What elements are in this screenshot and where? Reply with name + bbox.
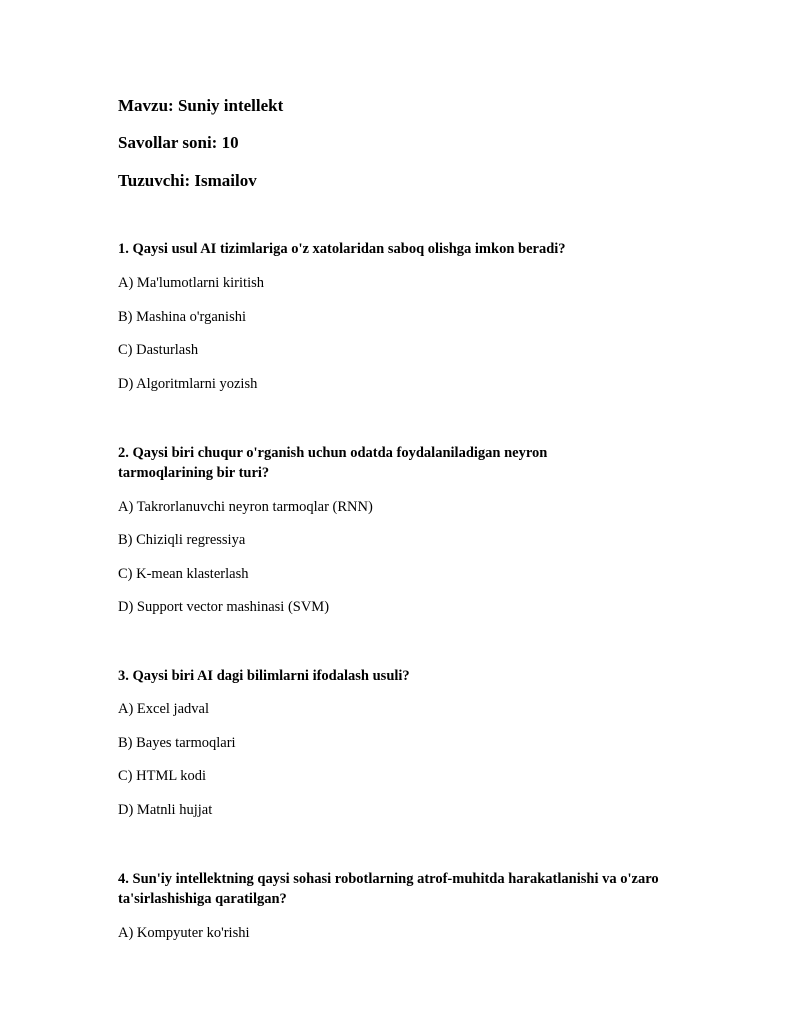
answer-option: A) Excel jadval — [118, 701, 209, 717]
author-heading: Tuzuvchi: Ismailov — [118, 171, 257, 190]
question-text: 3. Qaysi biri AI dagi bilimlarni ifodalash usuli? — [118, 668, 410, 684]
answer-option: A) Ma'lumotlarni kiritish — [118, 275, 264, 291]
answer-option: C) HTML kodi — [118, 768, 207, 784]
answer-option: C) Dasturlash — [118, 342, 199, 358]
answer-option: B) Bayes tarmoqlari — [118, 735, 236, 751]
answer-option: B) Mashina o'rganishi — [118, 309, 247, 325]
answer-option: A) Takrorlanuvchi neyron tarmoqlar (RNN) — [118, 499, 373, 515]
answer-option: D) Algoritmlarni yozish — [118, 376, 258, 392]
answer-option: D) Support vector mashinasi (SVM) — [118, 599, 330, 615]
answer-option: A) Kompyuter ko'rishi — [118, 925, 250, 941]
question-text: 4. Sun'iy intellektning qaysi sohasi robotlarning atrof-muhitda harakatlanishi va o'zaro ta'sirlashishiga qaratilgan? — [118, 871, 659, 907]
question-text: 2. Qaysi biri chuqur o'rganish uchun odatda foydalaniladigan neyron tarmoqlarining bir turi? — [118, 445, 548, 481]
answer-option: B) Chiziqli regressiya — [118, 532, 246, 548]
question-text: 1. Qaysi usul AI tizimlariga o'z xatolaridan saboq olishga imkon beradi? — [118, 241, 566, 257]
question-count-heading: Savollar soni: 10 — [118, 133, 239, 152]
answer-option: C) K-mean klasterlash — [118, 566, 249, 582]
answer-option: D) Matnli hujjat — [118, 802, 213, 818]
topic-heading: Mavzu: Suniy intellekt — [118, 96, 284, 115]
